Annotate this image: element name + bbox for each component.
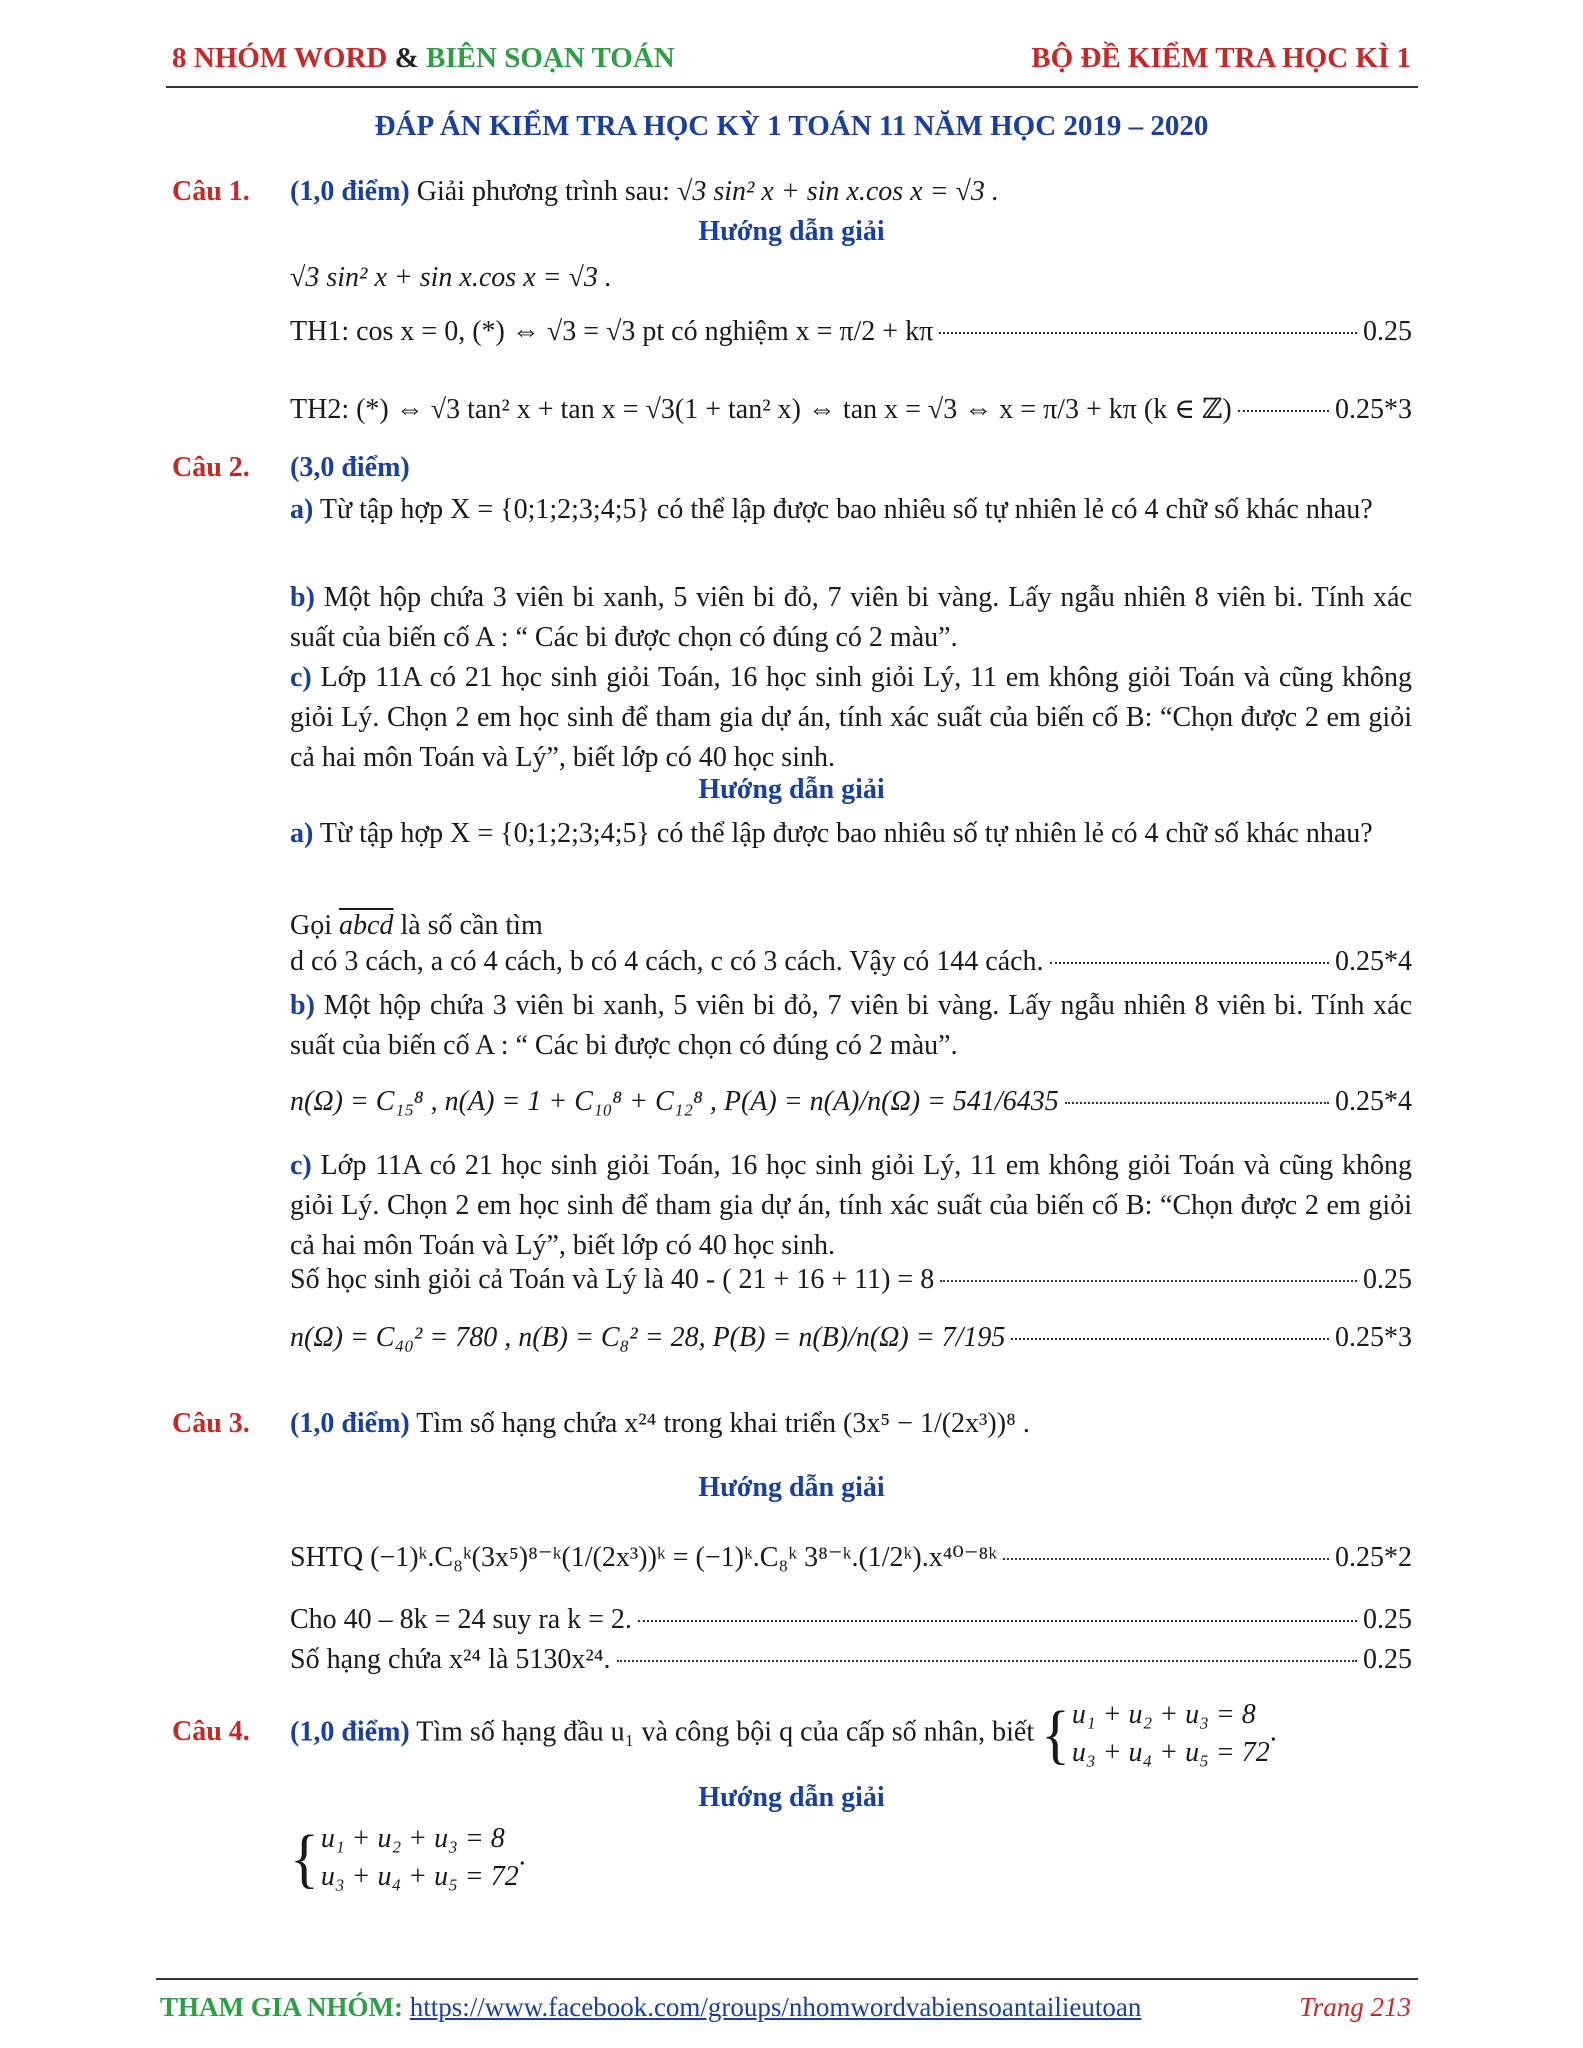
header-collection-title: BỘ ĐỀ KIỂM TRA HỌC KÌ 1 [1031, 42, 1411, 74]
q2b-solution [290, 1086, 1412, 1118]
q2a-sol-suffix: là số cần tìm [400, 910, 543, 941]
q4-period: . [1269, 1716, 1277, 1748]
q2a-problem [290, 490, 1412, 530]
q1-points: (1,0 điểm) [290, 176, 410, 207]
group-name-part2: BIÊN SOẠN TOÁN [426, 42, 675, 74]
q1-case1-text: cos x = 0, (*) ⇔ √3 = √3 pt có nghiệm x = π/2 + kπ [356, 316, 934, 347]
q2c-solution-line2 [290, 1322, 1412, 1354]
q4-label: Câu 4. [172, 1716, 250, 1747]
q2a-score: 0.25*4 [1335, 946, 1412, 977]
leader-dots [1003, 1558, 1329, 1560]
q2a-sol-prefix: Gọi [290, 910, 332, 941]
q4-prompt: Tìm số hạng đầu u₁ và công bội q của cấp số nhân, biết [416, 1716, 1035, 1748]
q1-equation: √3 sin² x + sin x.cos x = √3 . [676, 176, 999, 207]
group-logo-icon: 8 [172, 42, 187, 74]
q1-case1-label: TH1: [290, 316, 350, 347]
page-number: Trang 213 [1299, 1992, 1411, 2022]
q4-points: (1,0 điểm) [290, 1716, 410, 1748]
q2c-text-copy: Lớp 11A có 21 học sinh giỏi Toán, 16 học sinh giỏi Lý, 11 em không giỏi Toán và cũng không giỏi Lý. Chọn 2 em học sinh để tham gia dự án, tính xác suất của biến cố B: “Chọn được 2 em giỏi cả hai môn Toán và Lý”, biết lớp có 40 học sinh. [290, 1150, 1413, 1261]
q3-sol3-text: Số hạng chứa x²⁴ là 5130x²⁴. [290, 1644, 611, 1675]
q2c-tag-copy: c) [290, 1150, 312, 1181]
leader-dots [939, 332, 1357, 334]
q3-prompt: Tìm số hạng chứa x²⁴ trong khai triển (3x⁵ − 1/(2x³))⁸ . [416, 1408, 1030, 1439]
q1-case1 [290, 316, 1412, 348]
q1-guide-heading: Hướng dẫn giải [698, 216, 885, 247]
leader-dots [940, 1280, 1357, 1282]
q2c-sol1-text: Số học sinh giỏi cả Toán và Lý là 40 - ( 21 + 16 + 11) = 8 [290, 1264, 935, 1295]
q2b-text-copy: Một hộp chứa 3 viên bi xanh, 5 viên bi đỏ, 7 viên bi vàng. Lấy ngẫu nhiên 8 viên bi. Tính xác suất của biến cố A : “ Các bi được chọn có đúng có 2 màu”. [290, 990, 1413, 1061]
q2c-problem-restated [290, 1146, 1412, 1266]
q3-solution-line2 [290, 1604, 1412, 1636]
q2b-problem-restated [290, 986, 1412, 1066]
q1-case2-text: (*) ⇔ √3 tan² x + tan x = √3(1 + tan² x) ⇔ tan x = √3 ⇔ x = π/3 + kπ (k ∈ ℤ) [356, 394, 1232, 425]
q2c-problem [290, 658, 1412, 778]
q2c-text: Lớp 11A có 21 học sinh giỏi Toán, 16 học sinh giỏi Lý, 11 em không giỏi Toán và cũng không giỏi Lý. Chọn 2 em học sinh để tham gia dự án, tính xác suất của biến cố B: “Chọn được 2 em giỏi cả hai môn Toán và Lý”, biết lớp có 40 học sinh. [290, 662, 1413, 773]
q4-solution-system [290, 1820, 1412, 1896]
footer-divider [156, 1978, 1418, 1980]
leader-dots [1065, 1102, 1329, 1104]
left-brace-icon: { [290, 1821, 319, 1895]
header-group-name [172, 42, 675, 75]
q3-sol1-text: SHTQ (−1)ᵏ.C₈ᵏ(3x⁵)⁸⁻ᵏ(1/(2x³))ᵏ = (−1)ᵏ.C₈ᵏ 3⁸⁻ᵏ.(1/2ᵏ).x⁴⁰⁻⁸ᵏ [290, 1542, 998, 1573]
q4-sol-period: . [518, 1840, 526, 1872]
q3-points: (1,0 điểm) [290, 1408, 410, 1439]
q2a-solution-line2 [290, 946, 1412, 978]
q3-sol1-score: 0.25*2 [1335, 1542, 1412, 1573]
footer-group-link[interactable]: https://www.facebook.com/groups/nhomwordvabiensoantailieutoan [409, 1992, 1142, 2022]
q4-sol-eq2: u₃ + u₄ + u₅ = 72 [320, 1861, 519, 1892]
q1-case2-score: 0.25*3 [1335, 394, 1412, 425]
leader-dots [1011, 1338, 1329, 1340]
q2c-sol1-score: 0.25 [1363, 1264, 1412, 1295]
q2b-problem [290, 578, 1412, 658]
q2a-solution-line1 [290, 906, 1412, 946]
footer-label: THAM GIA NHÓM: [160, 1992, 403, 2022]
q2-guide-heading: Hướng dẫn giải [698, 774, 885, 805]
q2a-problem-restated [290, 814, 1412, 854]
footer [160, 1992, 1141, 2023]
q3-guide-heading: Hướng dẫn giải [698, 1472, 885, 1503]
q1-equation-restated [290, 258, 1412, 298]
q4-guide-heading: Hướng dẫn giải [698, 1782, 885, 1813]
q2b-sol-text: n(Ω) = C₁₅⁸ , n(A) = 1 + C₁₀⁸ + C₁₂⁸ , P(A) = n(A)/n(Ω) = 541/6435 [290, 1086, 1059, 1117]
q2a-sol-variable: abcd [339, 910, 394, 941]
q2b-text: Một hộp chứa 3 viên bi xanh, 5 viên bi đỏ, 7 viên bi vàng. Lấy ngẫu nhiên 8 viên bi. Tính xác suất của biến cố A : “ Các bi được chọn có đúng có 2 màu”. [290, 582, 1413, 653]
q2c-sol2-score: 0.25*3 [1335, 1322, 1412, 1353]
q2-heading [290, 452, 410, 484]
q1-case2 [290, 392, 1412, 426]
q2a-tag: a) [290, 494, 314, 525]
q4-system-eq2: u₃ + u₄ + u₅ = 72 [1071, 1737, 1270, 1768]
q2b-tag: b) [290, 582, 315, 613]
q2-label: Câu 2. [172, 452, 250, 483]
q3-solution-line1 [290, 1540, 1412, 1574]
q1-eq-copy: √3 sin² x + sin x.cos x = √3 . [290, 262, 612, 293]
group-name-ampersand: & [394, 42, 419, 74]
group-name-part1: NHÓM WORD [193, 42, 388, 74]
q2a-tag-copy: a) [290, 818, 314, 849]
document-title: ĐÁP ÁN KIỂM TRA HỌC KỲ 1 TOÁN 11 NĂM HỌC 2019 – 2020 [374, 110, 1209, 142]
q2c-solution-line1 [290, 1264, 1412, 1296]
q4-system-eq1: u₁ + u₂ + u₃ = 8 [1071, 1699, 1256, 1730]
leader-dots [617, 1660, 1357, 1662]
q2b-tag-copy: b) [290, 990, 315, 1021]
q2-points: (3,0 điểm) [290, 452, 410, 483]
header-divider [166, 86, 1418, 88]
q3-solution-line3 [290, 1644, 1412, 1676]
q4-heading [290, 1696, 1277, 1772]
leader-dots [638, 1620, 1357, 1622]
leader-dots [1238, 410, 1329, 412]
q2a-sol-text: d có 3 cách, a có 4 cách, b có 4 cách, c có 3 cách. Vậy có 144 cách. [290, 946, 1044, 977]
q3-heading [290, 1408, 1030, 1440]
q3-label: Câu 3. [172, 1408, 250, 1439]
q3-sol2-score: 0.25 [1363, 1604, 1412, 1635]
q3-sol3-score: 0.25 [1363, 1644, 1412, 1675]
leader-dots [1050, 962, 1329, 964]
left-brace-icon: { [1041, 1697, 1070, 1771]
q4-sol-eq1: u₁ + u₂ + u₃ = 8 [320, 1823, 505, 1854]
q2a-text-copy: Từ tập hợp X = {0;1;2;3;4;5} có thể lập được bao nhiêu số tự nhiên lẻ có 4 chữ số khác nhau? [319, 818, 1373, 849]
q2c-tag: c) [290, 662, 312, 693]
q3-sol2-text: Cho 40 – 8k = 24 suy ra k = 2. [290, 1604, 632, 1635]
q1-case2-label: TH2: [290, 394, 350, 425]
q2b-score: 0.25*4 [1335, 1086, 1412, 1117]
q2a-text: Từ tập hợp X = {0;1;2;3;4;5} có thể lập được bao nhiêu số tự nhiên lẻ có 4 chữ số khác nhau? [319, 494, 1373, 525]
q2c-sol2-text: n(Ω) = C₄₀² = 780 , n(B) = C₈² = 28, P(B) = n(B)/n(Ω) = 7/195 [290, 1322, 1006, 1353]
q1-label: Câu 1. [172, 176, 250, 207]
q1-prompt: Giải phương trình sau: [416, 176, 670, 207]
q1-heading [290, 176, 999, 208]
q1-case1-score: 0.25 [1363, 316, 1412, 347]
